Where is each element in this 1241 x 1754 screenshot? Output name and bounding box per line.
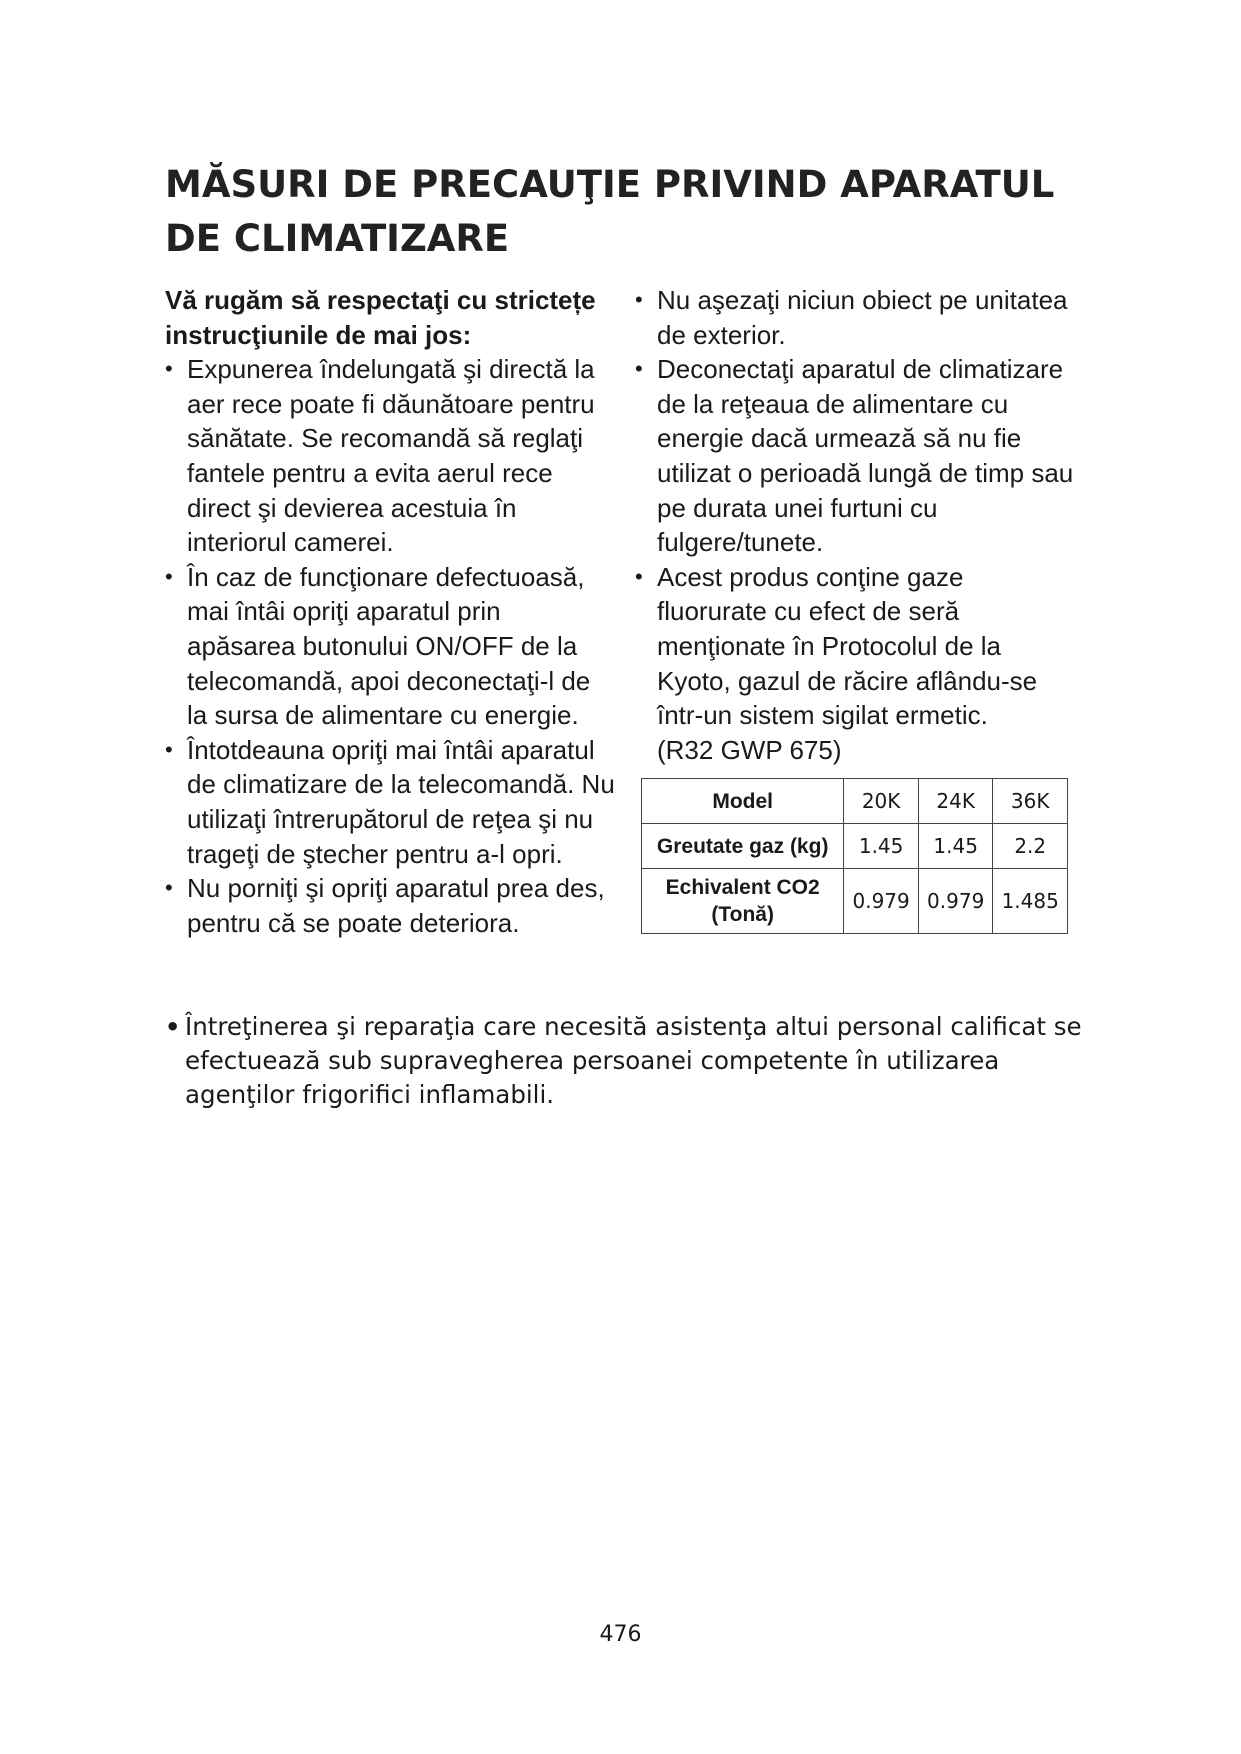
co2-cell: 0.979 <box>844 869 919 934</box>
list-item: • Nu aşezaţi niciun obiect pe unitatea de exterior. <box>635 283 1075 352</box>
intro-text: Vă rugăm să respectaţi cu strictețe instrucţiunile de mai jos: <box>165 285 596 350</box>
gas-table <box>641 778 1068 934</box>
list-item: • Întotdeauna opriţi mai întâi aparatul de climatizare de la telecomandă. Nu utilizaţi întrerupătorul de reţea şi nu trageţi de ştecher pentru a-l opri. <box>165 733 615 871</box>
table-row <box>642 824 1068 869</box>
row-label-model: Model <box>642 779 844 824</box>
model-cell: 20K <box>844 779 919 824</box>
table-row <box>642 779 1068 824</box>
list-item: • În caz de funcţionare defectuoasă, mai întâi opriţi aparatul prin apăsarea butonului ON/OFF de la telecomandă, apoi deconectaţi-l de la sursa de alimentare cu energie. <box>165 560 615 733</box>
model-cell: 36K <box>993 779 1068 824</box>
gas-weight-cell: 2.2 <box>993 824 1068 869</box>
model-cell: 24K <box>918 779 993 824</box>
list-item: • Acest produs conţine gaze fluorurate cu efect de seră menţionate în Protocolul de la Kyoto, gazul de răcire aflându-se într-un sistem sigilat ermetic. <box>635 560 1075 733</box>
page-number: 476 <box>599 1622 642 1647</box>
gas-weight-cell: 1.45 <box>918 824 993 869</box>
gas-weight-cell: 1.45 <box>844 824 919 869</box>
row-label-gas-weight: Greutate gaz (kg) <box>642 824 844 869</box>
right-column <box>635 283 1075 767</box>
left-bullet-list <box>165 352 615 940</box>
list-item: • Expunerea îndelungată şi directă la aer rece poate fi dăunătoare pentru sănătate. Se recomandă să reglaţi fantele pentru a evita aerul rece direct şi devierea acestuia în interiorul camerei. <box>165 352 615 560</box>
maintenance-note: • Întreţinerea şi reparaţia care necesită asistenţa altui personal calificat se efectuează sub supravegherea persoanei competente în utilizarea agenţilor frigorifici inflamabili. <box>165 1010 1085 1112</box>
list-item: • Deconectaţi aparatul de climatizare de la reţeaua de alimentare cu energie dacă urmează să nu fie utilizat o perioadă lungă de timp sau pe durata unei furtuni cu fulgere/tunete. <box>635 352 1075 560</box>
list-item: • Nu porniţi şi opriţi aparatul prea des, pentru că se poate deteriora. <box>165 871 615 940</box>
co2-cell: 0.979 <box>918 869 993 934</box>
page-title: MĂSURI DE PRECAUŢIE PRIVIND APARATUL DE CLIMATIZARE <box>165 163 1055 260</box>
right-bullet-list <box>635 283 1075 733</box>
row-label-co2: Echivalent CO2 (Tonă) <box>642 869 844 934</box>
co2-cell: 1.485 <box>993 869 1068 934</box>
left-column <box>165 283 615 940</box>
refrigerant-note: (R32 GWP 675) <box>657 734 842 765</box>
table-row <box>642 869 1068 934</box>
